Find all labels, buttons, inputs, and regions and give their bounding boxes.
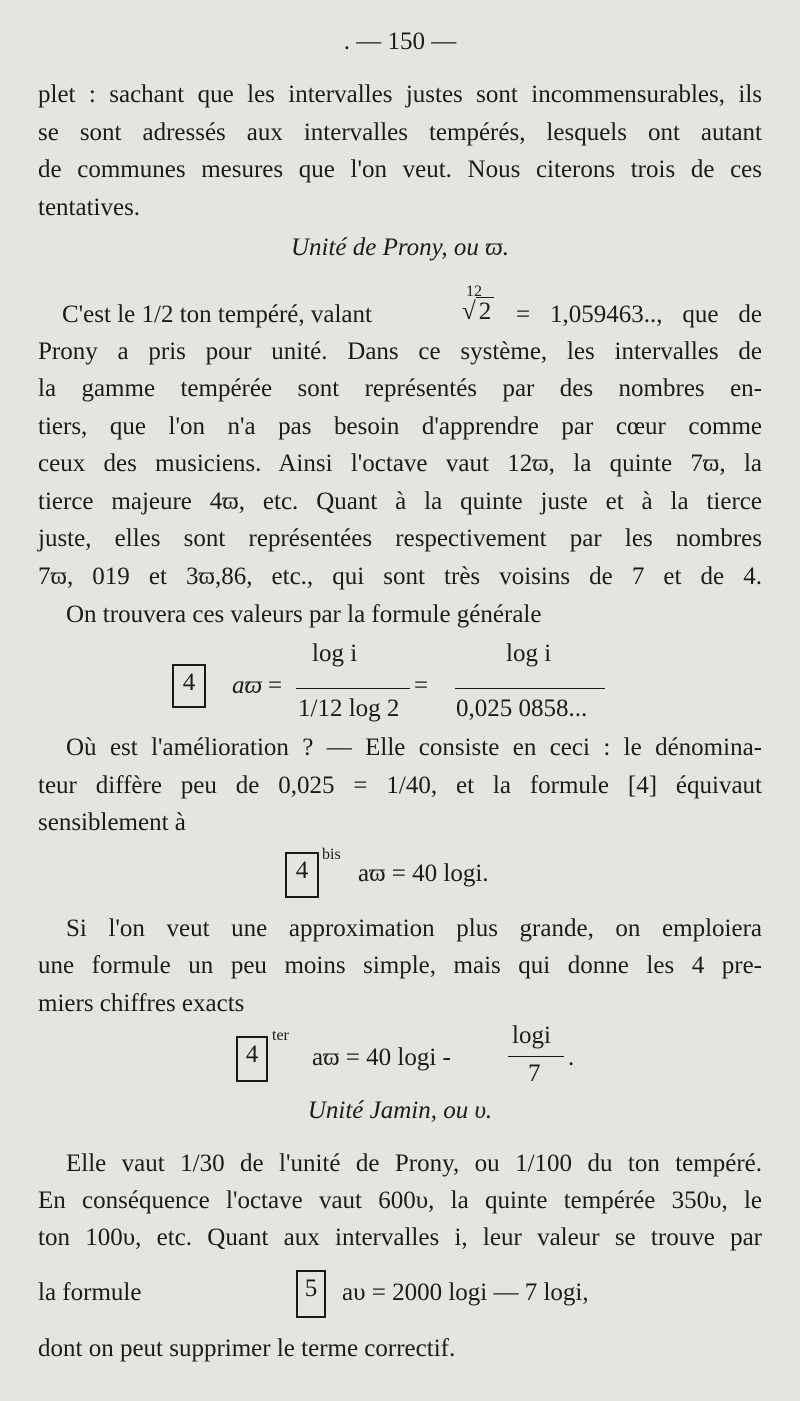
text-line: miers chiffres exacts (38, 990, 245, 1017)
fraction-bar (508, 1056, 564, 1057)
formula-4-den1: 1/12 log 2 (298, 695, 400, 722)
formula-4-den2: 0,025 0858... (456, 695, 588, 722)
text-line: juste, elles sont représentées respectivement par les nombres (38, 525, 762, 552)
formula-4-num1: log i (312, 640, 358, 667)
formula-4bis-sup: bis (322, 846, 341, 863)
text-line: de communes mesures que l'on veut. Nous citerons trois de ces (38, 156, 762, 183)
fraction-bar (296, 688, 410, 689)
text-line: tierce majeure 4ϖ, etc. Quant à la quinte juste et à la tierce (38, 488, 762, 515)
text-line: Prony a pris pour unité. Dans ce système, les intervalles de (38, 338, 762, 365)
formula-4ter-num: logi (512, 1022, 551, 1049)
sqrt-sign: √ 2 (462, 298, 494, 326)
text-line: sensiblement à (38, 809, 186, 836)
formula-4ter-den: 7 (528, 1060, 541, 1087)
text-line: On trouvera ces valeurs par la formule générale (66, 601, 542, 628)
formula-4bis-expr: aϖ = 40 logi. (358, 860, 489, 887)
formula-4ter-expr: aϖ = 40 logi - (312, 1044, 451, 1071)
section-heading-prony: Unité de Prony, ou ϖ. (290, 234, 510, 261)
formula-4-num2: log i (506, 640, 552, 667)
formula-4-lhs: aϖ (232, 672, 263, 699)
text-line: ton 100υ, etc. Quant aux intervalles i, leur valeur se trouve par (38, 1224, 762, 1251)
text-line: C'est le 1/2 ton tempéré, valant (62, 301, 372, 328)
formula-4-eq2: = (414, 672, 429, 699)
text-line: tentatives. (38, 194, 141, 221)
text-line: tiers, que l'on n'a pas besoin d'apprendre par cœur comme (38, 413, 762, 440)
text-line: la gamme tempérée sont représentés par des nombres en- (38, 375, 762, 402)
formula-4ter-sup: ter (272, 1027, 289, 1044)
text-line: se sont adressés aux intervalles tempérés, lesquels ont autant (38, 119, 762, 146)
text-line: plet : sachant que les intervalles justes sont incommensurables, ils (38, 81, 762, 108)
text-line: teur diffère peu de 0,025 = 1/40, et la formule [4] équivaut (38, 772, 762, 799)
formula-4ter-end: . (568, 1044, 575, 1071)
root-value: 2 (476, 297, 495, 325)
text-line: ceux des musiciens. Ainsi l'octave vaut 12ϖ, la quinte 7ϖ, la (38, 450, 762, 477)
formula-5-expr: aυ = 2000 logi — 7 logi, (342, 1279, 589, 1306)
section-heading-jamin: Unité Jamin, ou υ. (307, 1097, 493, 1124)
formula-4ter-label: 4 (236, 1036, 268, 1082)
formula-5-label: 5 (296, 1270, 326, 1318)
formula-4-eq: = (268, 672, 283, 699)
text-line: = 1,059463.., que de (516, 301, 762, 328)
formula-4-label: 4 (172, 664, 206, 708)
formula-5-lead: la formule (38, 1279, 142, 1306)
fraction-bar (455, 688, 605, 689)
page-number: . — 150 — (343, 28, 457, 55)
text-line: dont on peut supprimer le terme correctif. (38, 1335, 456, 1362)
text-line: une formule un peu moins simple, mais qui donne les 4 pre- (38, 952, 762, 979)
formula-4bis-label: 4 (285, 852, 319, 898)
text-line: Elle vaut 1/30 de l'unité de Prony, ou 1/100 du ton tempéré. (66, 1150, 762, 1177)
text-line: Où est l'amélioration ? — Elle consiste en ceci : le dénomina- (66, 734, 762, 761)
text-line: Si l'on veut une approximation plus grande, on emploiera (66, 915, 762, 942)
root-index: 12 (466, 283, 482, 300)
text-line: 7ϖ, 019 et 3ϖ,86, etc., qui sont très voisins de 7 et de 4. (38, 563, 762, 590)
text-line: En conséquence l'octave vaut 600υ, la quinte tempérée 350υ, le (38, 1187, 762, 1214)
